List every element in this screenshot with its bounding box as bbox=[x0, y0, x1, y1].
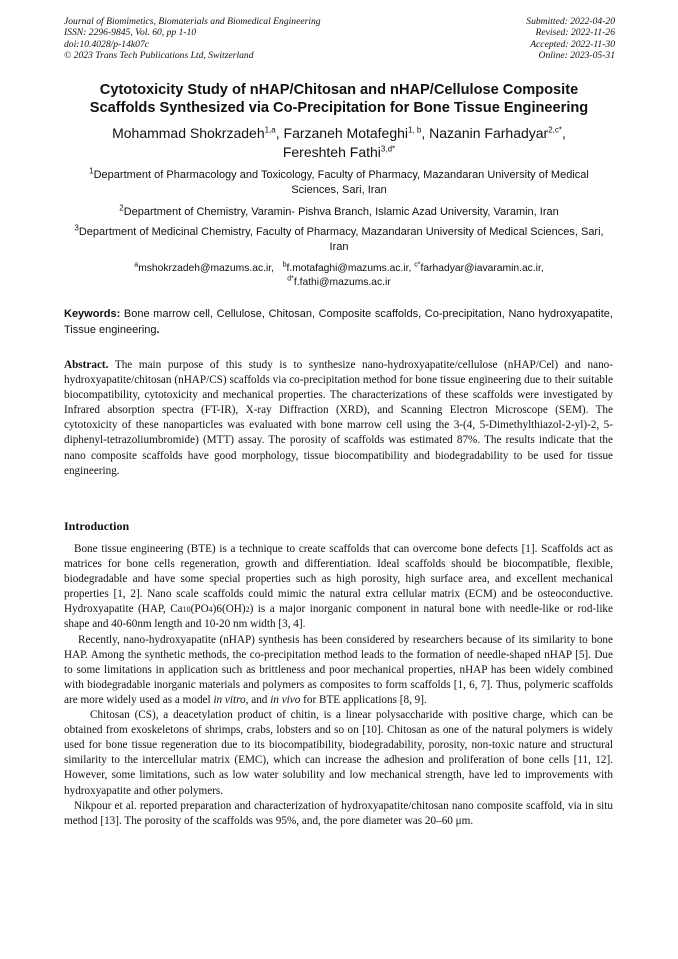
journal-doi: doi:10.4028/p-14k07c bbox=[64, 38, 149, 50]
author-3-after: , bbox=[562, 125, 566, 141]
affiliation-2 bbox=[70, 205, 608, 220]
title-line-2: Scaffolds Synthesized via Co-Precipitation for Bone Tissue Engineering bbox=[89, 100, 589, 116]
affiliation-2-text: Department of Chemistry, Varamin- Pishva Branch, Islamic Azad University, Varamin, Iran bbox=[123, 206, 559, 218]
date-submitted: Submitted: 2022-04-20 bbox=[526, 16, 615, 27]
affiliation-2-sup: 2 bbox=[119, 203, 124, 213]
email-a-sup: a bbox=[134, 261, 139, 269]
keywords-end: . bbox=[156, 323, 160, 336]
formula-10: 10 bbox=[182, 605, 191, 615]
author-1: Mohammad Shokrzadeh bbox=[112, 125, 265, 141]
author-2-sup: 1, b bbox=[408, 125, 422, 135]
keywords bbox=[64, 307, 613, 338]
introduction-heading: Introduction bbox=[64, 519, 130, 533]
abstract bbox=[64, 358, 613, 479]
formula-close6: )6 bbox=[212, 603, 222, 616]
author-4-sup: 3,d* bbox=[380, 144, 396, 154]
journal-issn: ISSN: 2296-9845, Vol. 60, pp 1-10 bbox=[64, 27, 197, 39]
affiliation-3-text: Department of Medicinal Chemistry, Faculty of Pharmacy, Mazandaran University of Medical Sciences, Sari, Iran bbox=[78, 226, 604, 253]
intro-p1-b: ) is a major inorganic component in natural bone with needle-like or rod-like shape and 40-60nm length and 10-20 nm width [3, 4] bbox=[64, 603, 613, 631]
intro-p2-a: Recently, nano-hydroxyapatite (nHAP) synthesis has been considered by researchers because of its similarity to bone HAP. Among the synthetic methods, the co-precipitation method leads to the formation of needle-shaped nHAP [5]. Due to some limitations in application such as brittleness and poor mechanical properties, nHAP has been widely combined with biodegradable inorganic materials and polymers as composites to form scaffolds [1, 6, 7]. Thus, polymeric scaffolds are more widely used as a model bbox=[64, 633, 613, 706]
email-b: f.motafaghi@mazums.ac.ir, bbox=[286, 263, 412, 274]
email-d: f.fathi@mazums.ac.ir bbox=[293, 276, 391, 288]
affiliation-3 bbox=[70, 225, 608, 254]
formula-po: (PO bbox=[190, 603, 209, 616]
author-2: , Farzaneh Motafeghi bbox=[275, 125, 409, 141]
date-accepted: Accepted: 2022-11-30 bbox=[530, 38, 615, 50]
formula-4: 4 bbox=[208, 605, 213, 615]
date-revised: Revised: 2022-11-26 bbox=[535, 27, 615, 39]
intro-p2-c: for BTE applications [8, 9]. bbox=[300, 693, 427, 706]
title-line-1: Cytotoxicity Study of nHAP/Chitosan and nHAP/Cellulose Composite bbox=[99, 82, 579, 98]
intro-p2-b: , and bbox=[245, 693, 271, 706]
email-d-sup: d* bbox=[287, 275, 294, 283]
affiliation-1-sup: 1 bbox=[89, 166, 94, 176]
keywords-text: Bone marrow cell, Cellulose, Chitosan, Composite scaffolds, Co-precipitation, Nano hydroxyapatite, Tissue engineering bbox=[64, 308, 613, 336]
author-emails bbox=[70, 262, 608, 289]
formula-2: 2 bbox=[245, 605, 250, 615]
formula-oh: (OH) bbox=[221, 603, 246, 616]
intro-paragraph-1 bbox=[64, 542, 613, 633]
abstract-text: The main purpose of this study is to synthesize nano-hydroxyapatite/cellulose (nHAP/Cel) and nano-hydroxyapatite/chitosan (nHAP/CS) scaffolds via co-precipitation method for bone tissue engineering due to their suitable biocompatibility, cytotoxicity and mechanical properties. The characterizations of these scaffolds were investigated by Infrared absorption spectra (FT-IR), X-ray Diffraction (XRD), and Scanning Electron Microscope (SEM). The cytotoxicity of these nanoparticles was evaluated with bone marrow cell using the 3-(4, 5-Dimethylthiazol-2-yl)-2, 5-diphenyl-tetrazoliumbromide) (MTT) assay. The porosity of scaffolds was estimated 87%. The results indicate that the nano composite scaffolds have good morphology, tissue biocompatibility and biodegradability to be used for tissue engineering. bbox=[64, 359, 613, 477]
author-3-sup: 2,c* bbox=[548, 125, 563, 135]
email-c-sup: c* bbox=[414, 261, 421, 269]
introduction-body bbox=[64, 542, 613, 829]
email-b-sup: b bbox=[282, 261, 287, 269]
intro-paragraph-4: Nikpour et al. reported preparation and characterization of hydroxyapatite/chitosan nano composite scaffold, via in situ method [13]. The porosity of the scaffolds was 95%, and, the pore diameter was 20–60 μm. bbox=[64, 799, 613, 827]
abstract-label: Abstract. bbox=[64, 359, 109, 371]
intro-p1-end: . bbox=[302, 618, 306, 631]
affiliation-1 bbox=[70, 168, 608, 197]
paper-title bbox=[50, 81, 628, 117]
author-3: , Nazanin Farhadyar bbox=[421, 125, 549, 141]
email-c: farhadyar@iavaramin.ac.ir, bbox=[420, 263, 544, 274]
author-4: Fereshteh Fathi bbox=[282, 144, 381, 160]
affiliation-1-text: Department of Pharmacology and Toxicology, Faculty of Pharmacy, Mazandaran University of Medical Sciences, Sari, Iran bbox=[93, 169, 589, 196]
intro-p2-in-vitro: in vitro bbox=[213, 693, 246, 706]
author-1-sup: 1,a bbox=[264, 125, 276, 135]
intro-paragraph-2 bbox=[64, 633, 613, 708]
dates-header bbox=[526, 16, 615, 61]
email-a: mshokrzadeh@mazums.ac.ir, bbox=[138, 263, 274, 274]
keywords-label: Keywords: bbox=[64, 308, 121, 320]
journal-name: Journal of Biomimetics, Biomaterials and Biomedical Engineering bbox=[64, 16, 321, 27]
date-online: Online: 2023-05-31 bbox=[538, 49, 615, 61]
intro-p2-in-vivo: in vivo bbox=[270, 693, 301, 706]
formula-ca: Ca bbox=[170, 603, 183, 616]
journal-copyright: © 2023 Trans Tech Publications Ltd, Switzerland bbox=[64, 49, 254, 61]
intro-p1-a: Bone tissue engineering (BTE) is a technique to create scaffolds that can overcome bone defects [1]. Scaffolds act as matrices for bone cells regeneration, growth and differentiation. Ideal scaffolds should be biocompatible, flexible, biodegradable and have some special properties such as high porosity, high surface area, and excellent mechanical properties [1, 2]. Nano scale scaffolds could mimic the natural extra cellular matrix (ECM) and be osteoconductive. Hydroxyapatite (HAP, bbox=[64, 543, 613, 616]
intro-paragraph-3: Chitosan (CS), a deacetylation product of chitin, is a linear polysaccharide with positive charge, which can be obtained from exoskeletons of shrimps, crabs, lobsters and so on [10]. Chitosan as one of the natural polymers is widely used for bone tissue regeneration due to its biocompatibility, biodegradability, porosity, non-toxic nature and structural similarity to the intercellular matrix (EMC), which can increase the adhesion and proliferation of bone cells [11, 12]. However, some limitations, such as low water solubility and low mechanical strength, have led to improvements with hydroxyapatite and other polymers. bbox=[64, 709, 613, 797]
affiliation-3-sup: 3 bbox=[74, 223, 79, 233]
author-list bbox=[50, 124, 628, 162]
journal-header bbox=[64, 16, 321, 61]
